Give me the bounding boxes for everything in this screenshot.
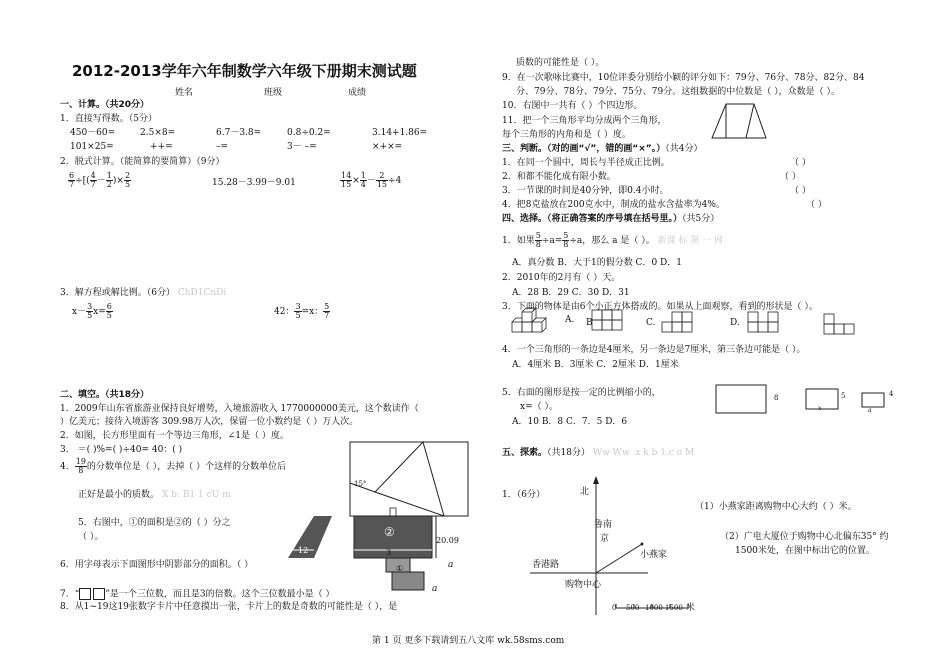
fraction [106,172,113,189]
road-label-1: 鲁南 [594,520,613,530]
expression-2: 15.28－3.99－9.01 [212,178,296,188]
scale-unit: 米 [686,603,696,613]
numerator: 3 [295,302,301,311]
calc-row-2-c: –= [216,142,229,152]
q9-line1: 9．在一次歌咏比赛中，10位评委分别给小颖的评分如下：79分、76分、78分、82分、84 [502,73,865,83]
expr-part: x= [93,307,106,317]
shaded-parallelogram [288,516,332,558]
equation-1 [72,303,113,320]
judge-2-answer: （ ） [780,172,801,182]
trapezoid-outline [712,104,766,138]
road-label-2: 京 [600,534,610,544]
rect-side-x: x [818,405,822,412]
expr-part: ÷[( [75,176,90,186]
equation-2 [274,303,330,320]
choice-3: 3．下面的物体是由6个小正方体搭成的。如果从上面观察，看到的形状是（ ）。 [502,302,818,312]
fill-q5-line2: （ ）。 [78,532,104,542]
expr-part: x－ [72,307,87,317]
cube-stack [512,308,546,332]
numerator: 4 [90,171,96,180]
digit-box [79,588,91,600]
medium-rectangle [806,389,838,409]
option-b-shape [592,310,622,330]
shaded-area-figure [284,514,456,592]
route-line [596,544,642,573]
q3-label: 3．解方程或解比例。（6分） [60,288,175,298]
denominator: 2 [106,180,112,189]
large-rectangle [716,385,766,413]
section-5-score: （共18分） [547,448,590,458]
scale-0: 0 [612,604,617,612]
small-rectangle [862,393,884,407]
dimension-2009: 20.09 [436,536,459,545]
denominator: 5 [295,311,301,320]
calc-row-1-e: 3.14+1.86= [372,128,428,138]
fill-q5: 5．右图中，①的面积是②的（ ）分之 [78,518,231,528]
calc-row-1-a: 450－60= [70,128,116,138]
choice-1-a: 1．如果 [502,236,535,246]
watermark-text: X b: B1 1 cU m [161,490,231,500]
dimension-3: 3 [386,548,392,557]
fill-q6: 6．用字母表示下面图形中阴影部分的面积。（ ） [60,560,254,570]
rect-side-8: 8 [774,394,779,402]
expression-1 [68,172,131,189]
shaded-square-2 [392,572,424,590]
rect-side-5: 5 [841,392,846,400]
scale-1000: 1000 [645,604,663,612]
fill-q1-line2: ）亿美元；接待入境游客 309.98万人次，保留一位小数约是（ ）万人次。 [60,417,359,427]
choice-4-options: A．4厘米 B．3厘米 C．2厘米 D．1厘米 [512,360,679,370]
choice-1 [502,232,723,249]
choice-2-options: A．28 B．29 C．30 D．31 [512,288,630,298]
calc-row-2-a: 101×25= [70,142,114,152]
judge-4: 4．把8克盐放在200克水中，制成的盐水含盐率为4%。 [502,200,725,210]
fill-q7-a: 7．“ [60,589,80,600]
numerator: 5 [563,231,569,240]
q2-text: 2．脱式计算。（能简算的要简算）（9分） [60,157,225,167]
fill-q8: 8．从1~19这19张数字卡片中任意摸出一张，卡片上的数是奇数的可能性是（ ），是 [60,602,398,612]
numerator: 19 [75,457,86,466]
rect-side-a: a [868,407,872,414]
numerator: 5 [535,231,541,240]
judge-1-answer: （ ） [790,158,811,168]
fill-q4-line2 [78,490,231,500]
section-2-heading: 二、填空。（共18分） [60,390,150,400]
fraction [323,303,330,320]
road-label-3: 香港路 [532,560,560,570]
calc-row-1-d: 0.8÷0.2= [287,128,331,138]
expression-3 [340,172,401,189]
north-label: 北 [580,487,590,497]
region-1-label: ① [396,564,404,573]
numerator: 6 [69,171,75,180]
name-label: 姓名 [175,88,194,98]
explore-q1-part1: （1）小燕家距离购物中心大约（ ）米。 [695,502,857,512]
choice-1-c: ÷a，那么 a 是（ ）。 [569,236,655,246]
choice-1-b: ÷a= [541,236,563,246]
page-title: 2012-2013学年六年制数学六年级下册期末测试题 [72,62,417,80]
fraction [360,172,367,189]
numerator: 14 [341,171,352,180]
triangle [375,442,444,516]
fraction [294,303,301,320]
calc-row-2-e: ×+×= [372,142,403,152]
judge-1: 1．在同一个圆中，周长与半径成正比例。 [502,158,670,168]
watermark-text: 新课 标 第 一 网 [657,236,724,246]
class-label: 班级 [264,88,283,98]
section-3-heading-row [502,144,702,154]
fraction [124,172,131,189]
denominator: 8 [535,240,541,249]
q1-text: 1．直接写得数。（5分） [60,114,157,124]
denominator: 7 [69,180,75,189]
section-1-heading: 一、计算。（共20分） [60,100,150,110]
denominator: 4 [360,180,366,189]
denominator: 5 [106,311,112,320]
region-2-label: ② [384,525,395,539]
choice-5-options: A．10 B．8 C．7．5 D．6 [512,417,628,427]
choice-5-line2: x=（ ）。 [520,402,558,412]
option-d2-shape [824,314,854,334]
denominator: 5 [87,311,93,320]
mall-label: 购物中心 [565,580,602,590]
numerator: 2 [376,172,388,181]
inner-line [746,104,754,138]
fraction [75,458,87,475]
denominator: 7 [324,311,330,320]
numerator: 1 [360,171,366,180]
fill-q7-b: ”是一个三位数，而且是3的倍数。这个三位数最小是（ ） [105,589,335,600]
side-a-label: a [448,560,454,570]
section-4-score: （共5分） [682,214,720,224]
digit-box [93,588,105,600]
numerator: 1 [106,171,112,180]
choice-2: 2．2010年的2月有（ ）天。 [502,273,621,283]
dimension-12: 12 [298,546,309,555]
numerator: 3 [87,302,93,311]
rect-side-4: 4 [889,390,894,398]
calc-row-1-c: 6.7－3.8= [216,128,262,138]
judge-2: 2．和都不能化成有限小数。 [502,172,616,182]
expr-part: － [366,176,376,186]
rectangle-triangle-figure [350,440,470,520]
scale-500: 500 [626,604,640,612]
home-dot [641,543,644,546]
expr-part: =x： [301,307,324,317]
denominator: 15 [376,180,388,189]
fraction [340,172,352,189]
choice-4: 4．一个三角形的一条边是4厘米，另一条边是7厘米，第三条边可能是（ ）。 [502,345,806,355]
option-b-label: B [586,318,593,328]
calc-row-2-d: 3－ –= [287,142,317,152]
denominator: 15 [341,180,352,189]
q9-line2: 分、79分、78分、79分、75分、79分。这组数据的中位数是（ ），众数是（ ）。 [516,87,840,97]
calc-row-2-b: ++= [150,142,173,152]
judge-4-answer: （ ） [806,200,827,210]
fill-q4-cont: 正好是最小的质数。 [78,490,160,500]
denominator: 7 [90,180,96,189]
option-d-label: D. [730,318,740,328]
judge-3: 3．一节课的时间是40分钟，即0.4小时。 [502,186,669,196]
side-a-label-2: a [432,584,438,594]
expr-part: － [96,176,106,186]
judge-3-answer: （ ） [790,186,811,196]
watermark-text: Ww Ww .x k b 1.c o M [592,448,695,458]
section-5-heading-row [502,448,694,458]
fill-q4: 4． $\frac{19}{8}$ 的分数单位是（ ），去掉（ ）个这样的分数单位后 [60,457,287,475]
option-a-label: A. [565,315,575,325]
expr-part: × [352,176,360,186]
section-3-heading: 三、判断。（对的画“√”，错的画“×”。） [502,144,666,154]
numerator: 2 [124,171,131,180]
outer-rectangle [350,442,468,516]
fraction [535,232,542,249]
fraction [106,303,113,320]
q11-line1: 11．把一个三角形平均分成两个三角形， [502,116,667,126]
numerator: 5 [324,302,330,311]
expr-part: )× [112,176,124,186]
q8-continuation: 质数的可能性是（ ）。 [516,58,605,68]
explore-q1: 1．（6分） [502,490,545,500]
section-4-heading: 四、选择。（将正确答案的序号填在括号里。） [502,214,683,224]
option-c-label: C. [646,318,656,328]
choice-5-line1: 5．右面的图形是按一定的比例缩小的， [502,388,661,398]
calc-row-1-b: 2.5×8= [140,128,176,138]
fill-q3: 3． ＝( )%=( )÷40= 40：( ) [60,445,183,455]
direction-map [530,480,700,620]
score-label: 成绩 [348,88,367,98]
denominator: 8 [563,240,569,249]
expr-part: 42： [274,307,295,317]
option-c-shape [662,312,692,332]
quadrilateral-figure [710,102,770,142]
scale-1500: 1500 [665,604,683,612]
explore-q1-part2-line2: 1500米处，在图中标出它的位置。 [735,546,875,556]
fill-q1-line1: 1．2009年山东省旅游业保持良好增势，入境旅游收入 1770000000美元，这个数读作（ [60,404,419,414]
fill-q2: 2．如图，长方形里面有一个等边三角形，∠1是（ ）度。 [60,431,289,441]
watermark-text: ChD1CnDi [177,288,227,298]
fill-q4-text: 的分数单位是（ ），去掉（ ）个这样的分数单位后 [86,462,287,472]
section-4-heading-row [502,214,719,224]
denominator: 8 [78,466,84,475]
home-label: 小燕家 [640,550,668,560]
section-5-heading: 五、探索。 [502,448,548,458]
north-arrow-icon [593,476,599,484]
explore-q1-part2-line1: （2）广电大厦位于购物中心北偏东35° 约 [720,532,889,542]
fraction [90,172,97,189]
fraction [376,172,388,189]
choice-1-options: A．真分数 B．大于1的假分数 C．0 D．1 [512,258,682,268]
page-footer: 第 1 页 更多下载请到五八文库 wk.58sms.com [372,636,565,646]
expr-part: ÷4 [388,176,402,186]
angle-label: 15° [354,480,367,488]
q11-line2: 每个三角形的内角和是（ ）度。 [502,130,631,140]
numerator: 6 [106,302,112,311]
denominator: 5 [124,180,131,189]
section-3-score: （共4分） [665,144,703,154]
q10-text: 10．右图中一共有（ ）个四边形。 [502,101,643,111]
q3-text [60,288,226,298]
option-d1-shape [748,312,778,332]
